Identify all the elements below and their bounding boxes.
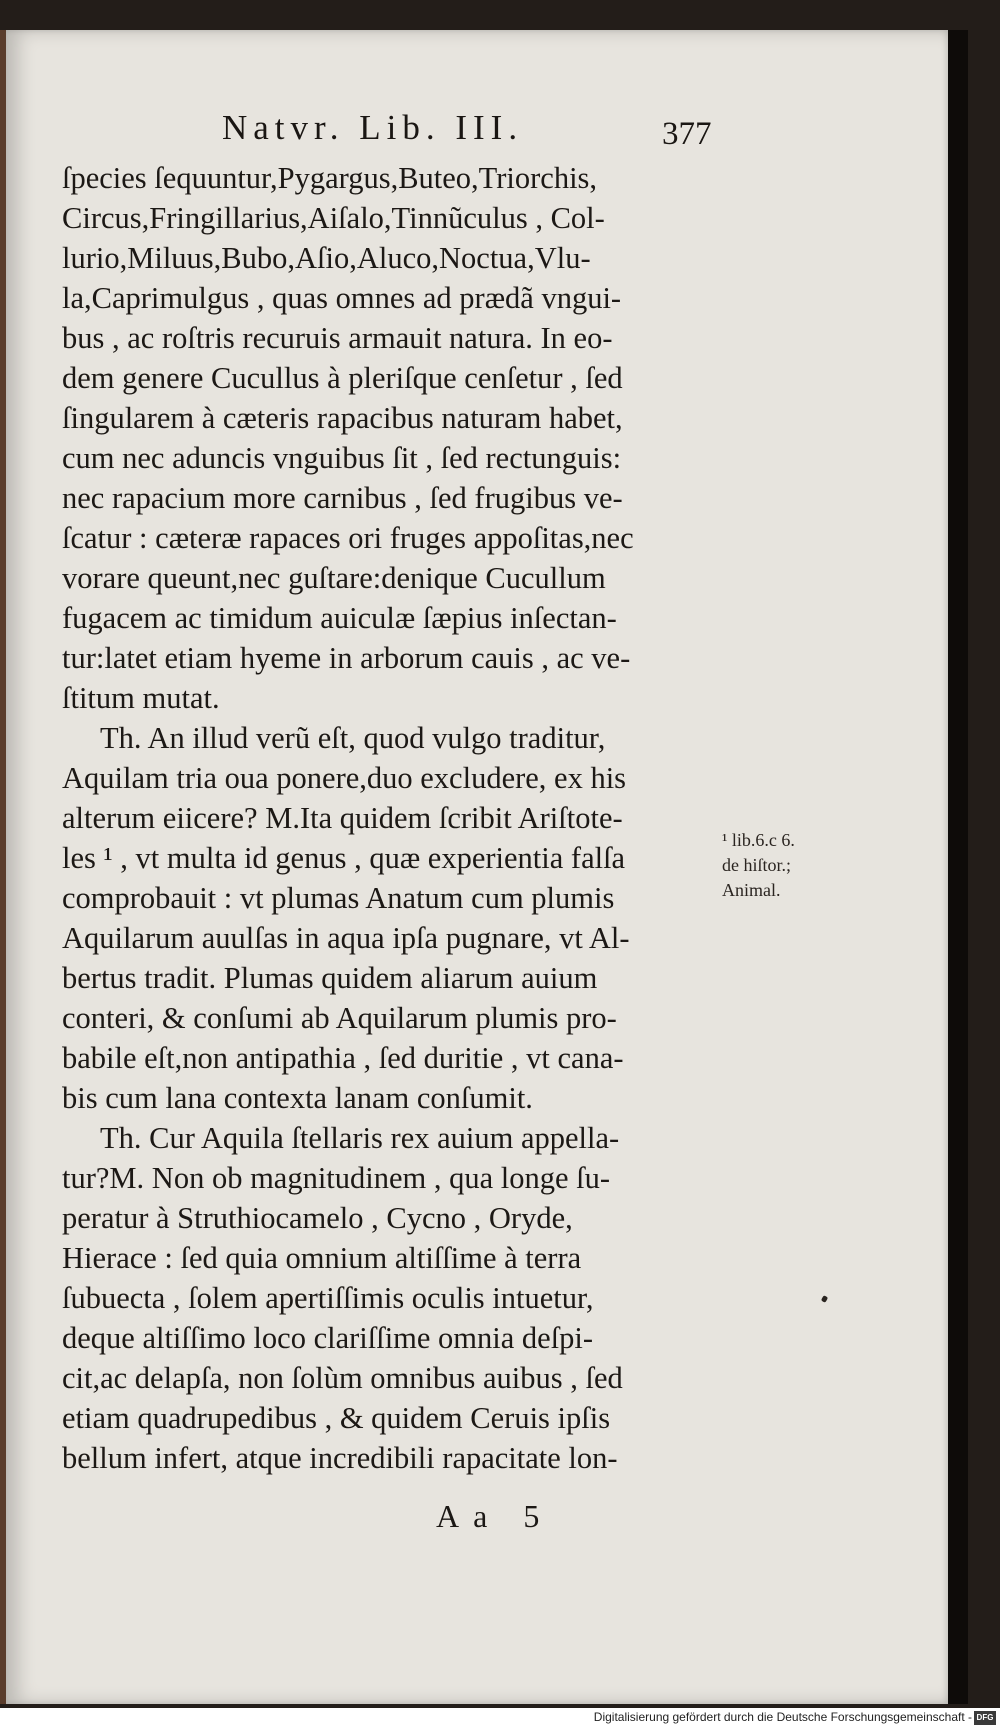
text-line: Hieracе : ſed quia omnium altiſſime à terra — [62, 1241, 582, 1275]
text-line: peratur à Struthiocamelo , Cycno , Oryde, — [62, 1201, 573, 1235]
margin-note-line: de hiſtor.; — [722, 855, 791, 875]
main-text-block — [62, 158, 722, 1478]
text-line: Aquilarum auulſas in aqua ipſa pugnare, vt Al- — [62, 921, 630, 955]
text-line: tur:latet etiam hyeme in arborum cauis , ac ve- — [62, 641, 631, 675]
margin-note-line: Animal. — [722, 880, 781, 900]
text-line: ſingularem à cæteris rapacibus naturam habet, — [62, 401, 623, 435]
page-edge-shadow — [948, 30, 968, 1704]
page-number: 377 — [662, 116, 712, 152]
text-line: ſtitum mutat. — [62, 681, 220, 715]
text-line: babile eſt,non antipathia , ſed duritie , vt cana- — [62, 1041, 624, 1075]
digitization-credit: Digitalisierung gefördert durch die Deutsche Forschungsgemeinschaft - — [593, 1710, 972, 1724]
text-line: etiam quadrupedibus , & quidem Ceruis ipſis — [62, 1401, 611, 1435]
text-line: Aquilam tria oua ponere,duo excludere, ex his — [62, 761, 627, 795]
text-line: dem genere Cucullus à pleriſque cenſetur , ſed — [62, 361, 623, 395]
text-line: cum nec aduncis vnguibus ſit , ſed rectunguis: — [62, 441, 622, 475]
text-line: vorare queunt,nec guſtare:denique Cucullum — [62, 561, 606, 595]
text-line: bus , ac roſtris recuruis armauit natura. In eo- — [62, 321, 613, 355]
text-line: cit,ac delapſa, non ſolùm omnibus auibus , ſed — [62, 1361, 623, 1395]
text-line: la,Caprimulgus , quas omnes ad prædã vngui- — [62, 281, 622, 315]
text-line: Th. An illud verũ eſt, quod vulgo traditur, — [100, 721, 606, 755]
dfg-logo-icon: DFG — [974, 1711, 996, 1725]
text-line: ſubuecta , ſolem apertiſſimis oculis intuetur, — [62, 1281, 594, 1315]
text-line: conteri, & conſumi ab Aquilarum plumis pro- — [62, 1001, 617, 1035]
signature-catchword: Aa 5 — [436, 1498, 554, 1534]
text-line: bertus tradit. Plumas quidem aliarum auium — [62, 961, 598, 995]
text-line: bis cum lana contexta lanam conſumit. — [62, 1081, 533, 1115]
text-line: comprobauit : vt plumas Anatum cum plumis — [62, 881, 615, 915]
text-line: Circus,Fringillarius,Aiſalo,Tinnũculus , Col- — [62, 201, 605, 235]
text-line: fugacem ac timidum auiculæ ſæpius inſectan- — [62, 601, 617, 635]
marginal-citation — [722, 828, 852, 903]
text-line: ſpecies ſequuntur,Pygargus,Buteo,Triorchis, — [62, 161, 598, 195]
text-line: Th. Cur Aquila ſtellaris rex auium appella- — [100, 1121, 620, 1155]
text-line: lurio,Miluus,Bubo,Aſio,Aluco,Noctua,Vlu- — [62, 241, 591, 275]
text-line: nec rapacium more carnibus , ſed frugibus ve- — [62, 481, 623, 515]
text-line: les ¹ , vt multa id genus , quæ experientia falſa — [62, 841, 626, 875]
text-line: deque altiſſimo loco clariſſime omnia deſpi- — [62, 1321, 594, 1355]
text-line: tur?M. Non ob magnitudinem , qua longe ſu- — [62, 1161, 611, 1195]
text-line: ſcatur : cæteræ rapaces ori fruges appoſitas,nec — [62, 521, 634, 555]
running-head: Natvr. Lib. III. — [222, 108, 524, 147]
digitization-footer — [0, 1708, 1000, 1728]
margin-note-line: ¹ lib.6.c 6. — [722, 830, 795, 850]
text-line: alterum eiicere? M.Ita quidem ſcribit Ariſtote- — [62, 801, 623, 835]
text-line: bellum infert, atque incredibili rapacitate lon- — [62, 1441, 618, 1475]
